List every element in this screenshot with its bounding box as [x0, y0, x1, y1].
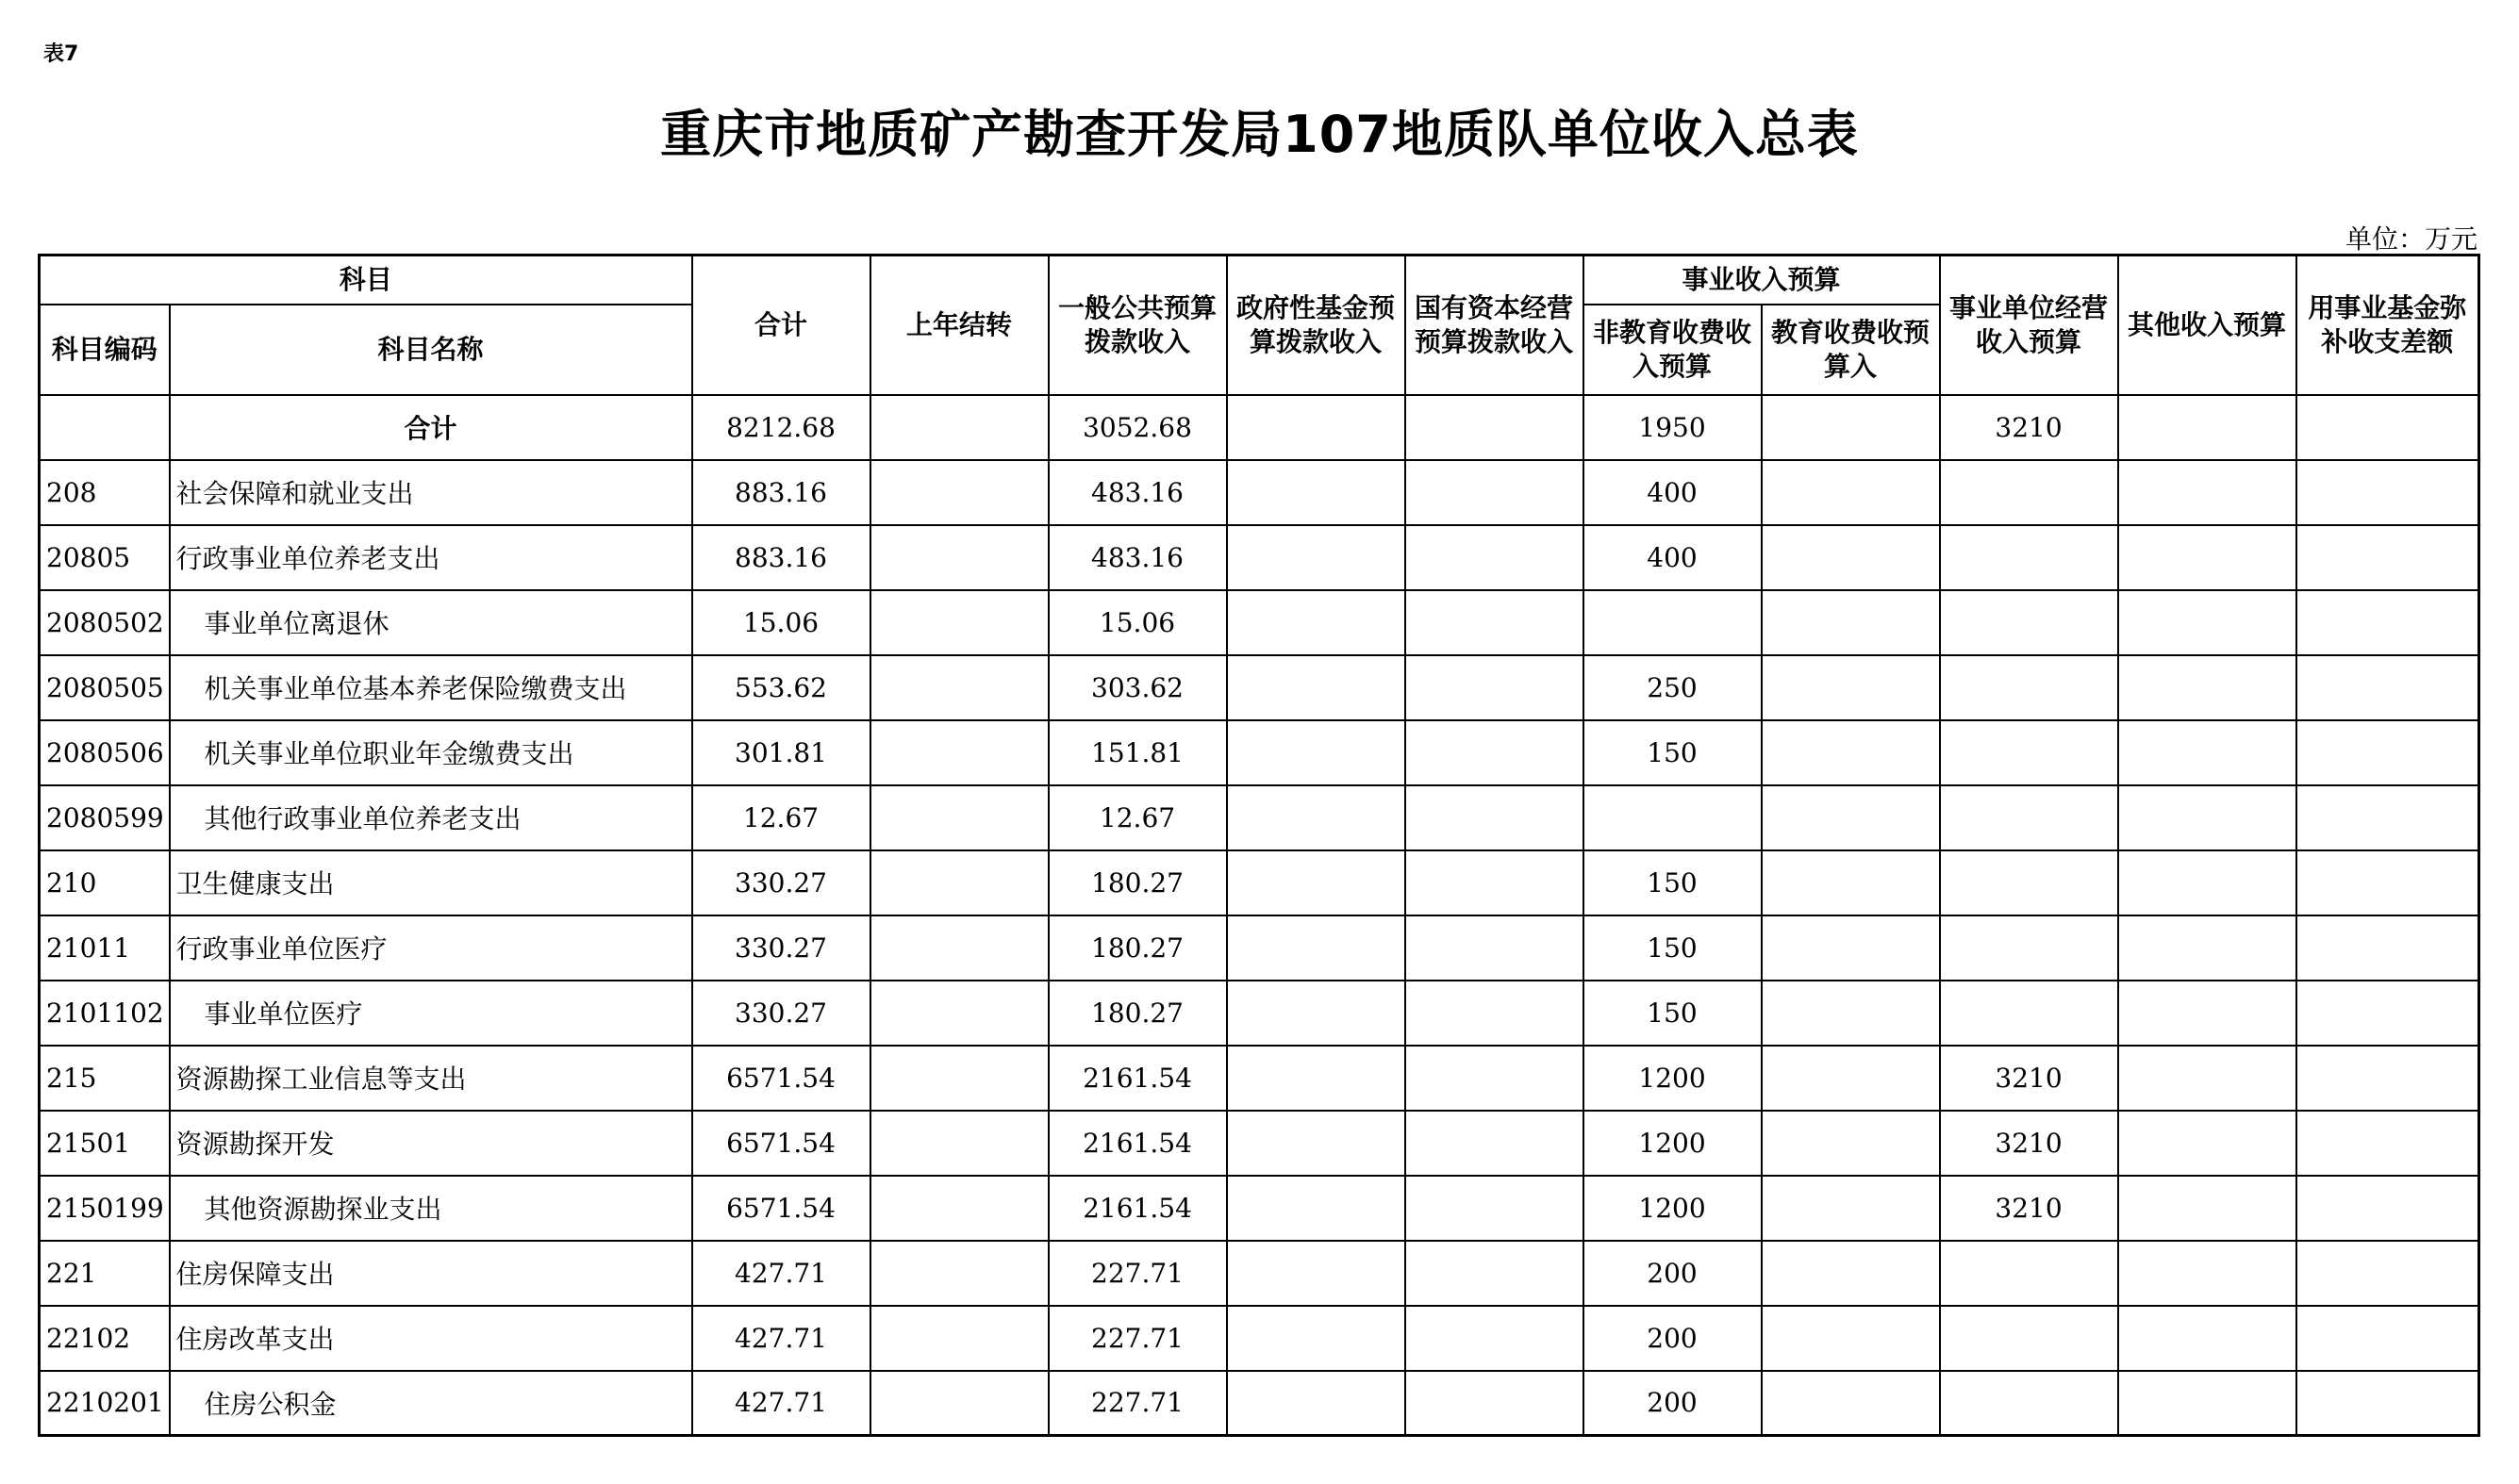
- cell-fund-offset: [2296, 395, 2479, 460]
- cell-name: 卫生健康支出: [170, 850, 692, 915]
- cell-name: 事业单位离退休: [170, 590, 692, 655]
- cell-name: 其他行政事业单位养老支出: [170, 785, 692, 850]
- cell-gov-fund: [1227, 525, 1405, 590]
- cell-carryover: [870, 655, 1049, 720]
- cell-other-income: [2118, 1046, 2296, 1111]
- cell-code: [40, 395, 170, 460]
- table-row: [40, 1176, 2479, 1241]
- table-row: [40, 655, 2479, 720]
- cell-state-capital: [1405, 1306, 1583, 1371]
- table-row: [40, 915, 2479, 981]
- cell-total: 12.67: [692, 785, 870, 850]
- header-subject-name: 科目名称: [170, 305, 692, 395]
- cell-general-budget: 180.27: [1049, 850, 1227, 915]
- cell-state-capital: [1405, 460, 1583, 525]
- cell-fund-offset: [2296, 460, 2479, 525]
- cell-gov-fund: [1227, 1241, 1405, 1306]
- cell-non-edu-fee: [1583, 590, 1762, 655]
- cell-state-capital: [1405, 1371, 1583, 1436]
- cell-non-edu-fee: 150: [1583, 850, 1762, 915]
- cell-fund-offset: [2296, 590, 2479, 655]
- cell-carryover: [870, 915, 1049, 981]
- table-row: [40, 981, 2479, 1046]
- cell-general-budget: 483.16: [1049, 460, 1227, 525]
- cell-edu-fee: [1762, 1046, 1940, 1111]
- cell-total: 427.71: [692, 1306, 870, 1371]
- cell-general-budget: 227.71: [1049, 1306, 1227, 1371]
- header-general-budget: 一般公共预算拨款收入: [1049, 256, 1227, 395]
- cell-name: 资源勘探工业信息等支出: [170, 1046, 692, 1111]
- cell-state-capital: [1405, 590, 1583, 655]
- cell-code: 210: [40, 850, 170, 915]
- table-row: [40, 590, 2479, 655]
- cell-general-budget: 2161.54: [1049, 1111, 1227, 1176]
- table-row: [40, 850, 2479, 915]
- cell-code: 215: [40, 1046, 170, 1111]
- cell-carryover: [870, 1306, 1049, 1371]
- cell-edu-fee: [1762, 655, 1940, 720]
- cell-operating-income: [1940, 1306, 2118, 1371]
- cell-name: 住房保障支出: [170, 1241, 692, 1306]
- cell-state-capital: [1405, 655, 1583, 720]
- cell-code: 2080502: [40, 590, 170, 655]
- header-gov-fund: 政府性基金预算拨款收入: [1227, 256, 1405, 395]
- cell-total: 6571.54: [692, 1176, 870, 1241]
- cell-non-edu-fee: 150: [1583, 915, 1762, 981]
- cell-general-budget: 151.81: [1049, 720, 1227, 785]
- cell-carryover: [870, 1111, 1049, 1176]
- cell-total: 427.71: [692, 1371, 870, 1436]
- cell-edu-fee: [1762, 915, 1940, 981]
- cell-carryover: [870, 720, 1049, 785]
- cell-general-budget: 303.62: [1049, 655, 1227, 720]
- cell-other-income: [2118, 1306, 2296, 1371]
- table-row: [40, 720, 2479, 785]
- cell-fund-offset: [2296, 1241, 2479, 1306]
- cell-state-capital: [1405, 1241, 1583, 1306]
- cell-name: 事业单位医疗: [170, 981, 692, 1046]
- cell-state-capital: [1405, 981, 1583, 1046]
- cell-non-edu-fee: 1200: [1583, 1176, 1762, 1241]
- cell-gov-fund: [1227, 655, 1405, 720]
- cell-other-income: [2118, 1111, 2296, 1176]
- cell-non-edu-fee: 200: [1583, 1241, 1762, 1306]
- cell-general-budget: 2161.54: [1049, 1176, 1227, 1241]
- cell-name: 其他资源勘探业支出: [170, 1176, 692, 1241]
- cell-total: 301.81: [692, 720, 870, 785]
- cell-edu-fee: [1762, 1306, 1940, 1371]
- cell-non-edu-fee: 400: [1583, 525, 1762, 590]
- cell-general-budget: 2161.54: [1049, 1046, 1227, 1111]
- cell-carryover: [870, 1371, 1049, 1436]
- cell-general-budget: 483.16: [1049, 525, 1227, 590]
- cell-fund-offset: [2296, 981, 2479, 1046]
- cell-state-capital: [1405, 1176, 1583, 1241]
- cell-total: 427.71: [692, 1241, 870, 1306]
- cell-name: 社会保障和就业支出: [170, 460, 692, 525]
- cell-code: 2080505: [40, 655, 170, 720]
- table-row: [40, 395, 2479, 460]
- cell-edu-fee: [1762, 1176, 1940, 1241]
- cell-state-capital: [1405, 1111, 1583, 1176]
- cell-edu-fee: [1762, 785, 1940, 850]
- cell-operating-income: [1940, 915, 2118, 981]
- cell-fund-offset: [2296, 1111, 2479, 1176]
- cell-carryover: [870, 395, 1049, 460]
- table-number: 表7: [43, 42, 79, 66]
- cell-operating-income: [1940, 460, 2118, 525]
- cell-edu-fee: [1762, 525, 1940, 590]
- cell-edu-fee: [1762, 1241, 1940, 1306]
- cell-gov-fund: [1227, 1046, 1405, 1111]
- cell-operating-income: [1940, 590, 2118, 655]
- cell-code: 2101102: [40, 981, 170, 1046]
- cell-gov-fund: [1227, 1306, 1405, 1371]
- cell-operating-income: [1940, 1371, 2118, 1436]
- cell-state-capital: [1405, 915, 1583, 981]
- header-total: 合计: [692, 256, 870, 395]
- cell-gov-fund: [1227, 720, 1405, 785]
- cell-operating-income: 3210: [1940, 1046, 2118, 1111]
- cell-name: 机关事业单位职业年金缴费支出: [170, 720, 692, 785]
- cell-state-capital: [1405, 525, 1583, 590]
- cell-carryover: [870, 850, 1049, 915]
- cell-carryover: [870, 1046, 1049, 1111]
- cell-general-budget: 12.67: [1049, 785, 1227, 850]
- cell-general-budget: 15.06: [1049, 590, 1227, 655]
- cell-other-income: [2118, 1371, 2296, 1436]
- header-fund-offset: 用事业基金弥补收支差额: [2296, 256, 2479, 395]
- cell-other-income: [2118, 1241, 2296, 1306]
- cell-general-budget: 227.71: [1049, 1241, 1227, 1306]
- cell-operating-income: [1940, 720, 2118, 785]
- cell-non-edu-fee: 250: [1583, 655, 1762, 720]
- header-subject: 科目: [40, 256, 692, 305]
- cell-gov-fund: [1227, 981, 1405, 1046]
- cell-other-income: [2118, 915, 2296, 981]
- cell-code: 2080599: [40, 785, 170, 850]
- income-summary-table: [38, 254, 2480, 1437]
- cell-total: 330.27: [692, 915, 870, 981]
- cell-non-edu-fee: 150: [1583, 981, 1762, 1046]
- cell-carryover: [870, 1176, 1049, 1241]
- cell-code: 21011: [40, 915, 170, 981]
- cell-state-capital: [1405, 785, 1583, 850]
- header-operating-income: 事业单位经营收入预算: [1940, 256, 2118, 395]
- cell-other-income: [2118, 720, 2296, 785]
- cell-fund-offset: [2296, 850, 2479, 915]
- cell-fund-offset: [2296, 1371, 2479, 1436]
- cell-other-income: [2118, 590, 2296, 655]
- cell-edu-fee: [1762, 1111, 1940, 1176]
- cell-operating-income: [1940, 655, 2118, 720]
- cell-gov-fund: [1227, 1111, 1405, 1176]
- cell-non-edu-fee: [1583, 785, 1762, 850]
- cell-non-edu-fee: 200: [1583, 1306, 1762, 1371]
- cell-edu-fee: [1762, 720, 1940, 785]
- table-row: [40, 785, 2479, 850]
- cell-total: 883.16: [692, 525, 870, 590]
- cell-edu-fee: [1762, 1371, 1940, 1436]
- cell-carryover: [870, 590, 1049, 655]
- header-edu-fee: 教育收费收预算入: [1762, 305, 1940, 395]
- cell-name: 住房改革支出: [170, 1306, 692, 1371]
- cell-total: 15.06: [692, 590, 870, 655]
- cell-name: 住房公积金: [170, 1371, 692, 1436]
- cell-operating-income: [1940, 785, 2118, 850]
- cell-name: 机关事业单位基本养老保险缴费支出: [170, 655, 692, 720]
- cell-other-income: [2118, 395, 2296, 460]
- cell-operating-income: 3210: [1940, 1111, 2118, 1176]
- cell-other-income: [2118, 1176, 2296, 1241]
- cell-fund-offset: [2296, 1046, 2479, 1111]
- cell-non-edu-fee: 150: [1583, 720, 1762, 785]
- cell-fund-offset: [2296, 1306, 2479, 1371]
- table-row: [40, 460, 2479, 525]
- cell-other-income: [2118, 655, 2296, 720]
- cell-code: 208: [40, 460, 170, 525]
- cell-edu-fee: [1762, 850, 1940, 915]
- cell-total: 330.27: [692, 981, 870, 1046]
- cell-gov-fund: [1227, 1371, 1405, 1436]
- cell-code: 2150199: [40, 1176, 170, 1241]
- cell-operating-income: [1940, 1241, 2118, 1306]
- cell-gov-fund: [1227, 1176, 1405, 1241]
- cell-total: 6571.54: [692, 1111, 870, 1176]
- cell-state-capital: [1405, 1046, 1583, 1111]
- cell-general-budget: 180.27: [1049, 915, 1227, 981]
- cell-total: 8212.68: [692, 395, 870, 460]
- header-carryover: 上年结转: [870, 256, 1049, 395]
- cell-general-budget: 227.71: [1049, 1371, 1227, 1436]
- header-state-capital: 国有资本经营预算拨款收入: [1405, 256, 1583, 395]
- cell-non-edu-fee: 400: [1583, 460, 1762, 525]
- cell-edu-fee: [1762, 981, 1940, 1046]
- cell-code: 2210201: [40, 1371, 170, 1436]
- cell-total: 553.62: [692, 655, 870, 720]
- cell-carryover: [870, 981, 1049, 1046]
- cell-name: 资源勘探开发: [170, 1111, 692, 1176]
- cell-code: 22102: [40, 1306, 170, 1371]
- cell-gov-fund: [1227, 850, 1405, 915]
- cell-gov-fund: [1227, 785, 1405, 850]
- cell-operating-income: [1940, 981, 2118, 1046]
- cell-total: 883.16: [692, 460, 870, 525]
- cell-fund-offset: [2296, 1176, 2479, 1241]
- cell-fund-offset: [2296, 785, 2479, 850]
- cell-carryover: [870, 460, 1049, 525]
- cell-carryover: [870, 525, 1049, 590]
- cell-state-capital: [1405, 395, 1583, 460]
- cell-fund-offset: [2296, 655, 2479, 720]
- cell-code: 2080506: [40, 720, 170, 785]
- cell-general-budget: 180.27: [1049, 981, 1227, 1046]
- page-title: 重庆市地质矿产勘查开发局107地质队单位收入总表: [660, 105, 1859, 164]
- cell-non-edu-fee: 1200: [1583, 1046, 1762, 1111]
- cell-other-income: [2118, 785, 2296, 850]
- cell-operating-income: [1940, 525, 2118, 590]
- cell-gov-fund: [1227, 915, 1405, 981]
- table-row: [40, 1371, 2479, 1436]
- cell-other-income: [2118, 460, 2296, 525]
- cell-other-income: [2118, 981, 2296, 1046]
- cell-edu-fee: [1762, 460, 1940, 525]
- cell-non-edu-fee: 1950: [1583, 395, 1762, 460]
- cell-operating-income: [1940, 850, 2118, 915]
- cell-fund-offset: [2296, 720, 2479, 785]
- table-row: [40, 1241, 2479, 1306]
- cell-non-edu-fee: 200: [1583, 1371, 1762, 1436]
- cell-edu-fee: [1762, 395, 1940, 460]
- table-row: [40, 1306, 2479, 1371]
- unit-label: 单位：万元: [2345, 223, 2478, 255]
- cell-operating-income: 3210: [1940, 1176, 2118, 1241]
- cell-operating-income: 3210: [1940, 395, 2118, 460]
- cell-edu-fee: [1762, 590, 1940, 655]
- table-row: [40, 1046, 2479, 1111]
- cell-total: 6571.54: [692, 1046, 870, 1111]
- cell-name: 行政事业单位养老支出: [170, 525, 692, 590]
- cell-name: 合计: [170, 395, 692, 460]
- cell-name: 行政事业单位医疗: [170, 915, 692, 981]
- cell-other-income: [2118, 525, 2296, 590]
- table-row: [40, 525, 2479, 590]
- cell-carryover: [870, 1241, 1049, 1306]
- cell-non-edu-fee: 1200: [1583, 1111, 1762, 1176]
- table-row: [40, 1111, 2479, 1176]
- cell-gov-fund: [1227, 590, 1405, 655]
- cell-fund-offset: [2296, 915, 2479, 981]
- header-business-income: 事业收入预算: [1583, 256, 1940, 305]
- cell-state-capital: [1405, 720, 1583, 785]
- cell-code: 20805: [40, 525, 170, 590]
- header-other-income: 其他收入预算: [2118, 256, 2296, 395]
- header-subject-code: 科目编码: [40, 305, 170, 395]
- cell-carryover: [870, 785, 1049, 850]
- cell-code: 21501: [40, 1111, 170, 1176]
- cell-gov-fund: [1227, 395, 1405, 460]
- cell-code: 221: [40, 1241, 170, 1306]
- cell-gov-fund: [1227, 460, 1405, 525]
- cell-other-income: [2118, 850, 2296, 915]
- header-non-edu-fee: 非教育收费收入预算: [1583, 305, 1762, 395]
- cell-general-budget: 3052.68: [1049, 395, 1227, 460]
- cell-state-capital: [1405, 850, 1583, 915]
- cell-total: 330.27: [692, 850, 870, 915]
- cell-fund-offset: [2296, 525, 2479, 590]
